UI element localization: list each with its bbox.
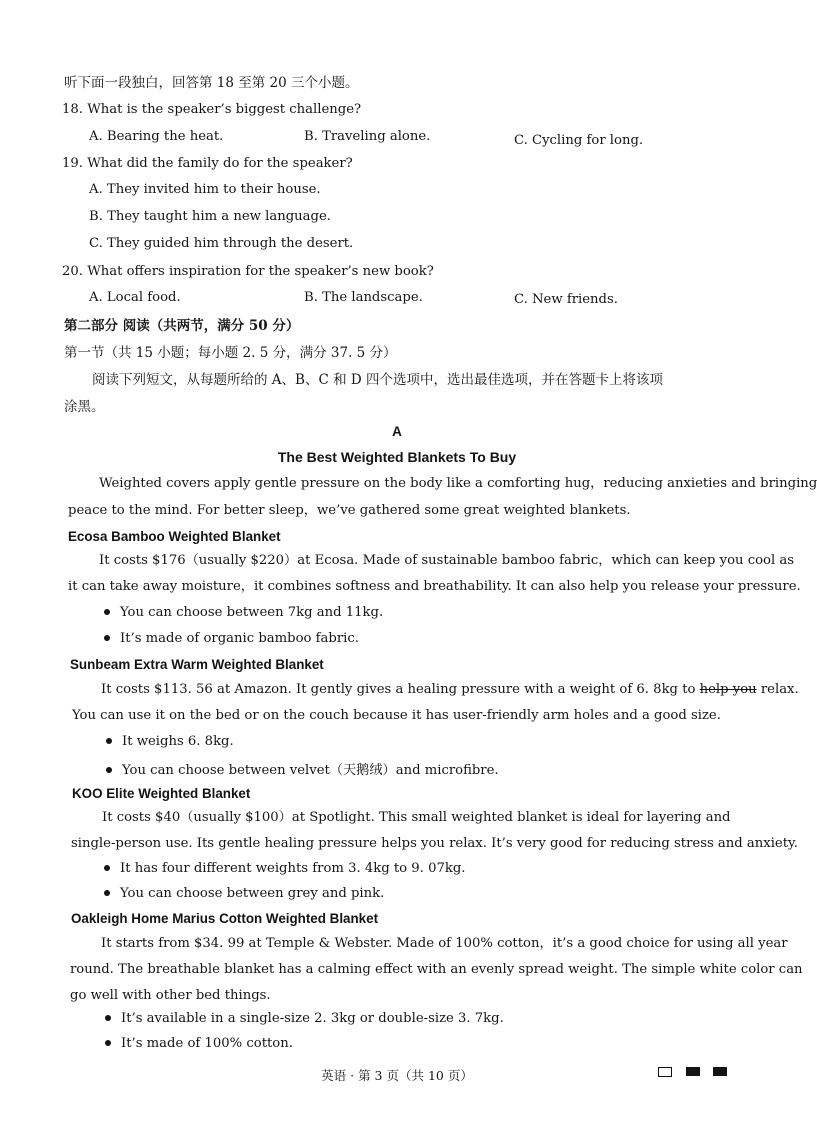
question-18-option-c: C. Cycling for long.: [514, 133, 644, 148]
product-sunbeam-line-1: It costs $113. 56 at Amazon. It gently gives a healing pressure with a weight of 6. 8kg to help you relax.: [101, 682, 799, 697]
bullet-dot: [105, 1040, 111, 1046]
product-ecosa-bullet-1: You can choose between 7kg and 11kg.: [104, 605, 383, 620]
question-text: What is the speaker’s biggest challenge?: [87, 102, 362, 117]
bullet-dot: [105, 1015, 111, 1021]
product-koo-line-2: single-person use. Its gentle healing pressure helps you relax. It’s very good for reducing stress and anxiety.: [71, 836, 798, 851]
strikethrough-text: help you: [699, 682, 757, 697]
question-20-stem: [62, 263, 434, 281]
product-koo-bullet-2: You can choose between grey and pink.: [104, 886, 384, 901]
section1-title: 第一节（共 15 小题；每小题 2. 5 分，满分 37. 5 分）: [64, 345, 397, 361]
product-name-ecosa: Ecosa Bamboo Weighted Blanket: [68, 529, 281, 544]
product-oakleigh-line-3: go well with other bed things.: [70, 988, 271, 1003]
question-number: 19.: [62, 156, 83, 171]
question-19-option-a: A. They invited him to their house.: [89, 182, 321, 197]
product-ecosa-line-2: it can take away moisture，it combines softness and breathability. It can also help you release your pressure.: [68, 579, 801, 594]
question-number: 20.: [62, 264, 83, 279]
product-oakleigh-line-2: round. The breathable blanket has a calming effect with an evenly spread weight. The simple white color can: [70, 962, 803, 977]
question-19-option-b: B. They taught him a new language.: [89, 209, 331, 224]
question-18-option-a: A. Bearing the heat.: [89, 129, 224, 144]
product-name-oakleigh: Oakleigh Home Marius Cotton Weighted Blanket: [71, 911, 379, 926]
instruction-line-1: 阅读下列短文，从每题所给的 A、B、C 和 D 四个选项中，选出最佳选项，并在答题卡上将该项: [92, 372, 663, 388]
product-sunbeam-line-2: You can use it on the bed or on the couch because it has user-friendly arm holes and a good size.: [72, 708, 721, 723]
question-18-option-b: B. Traveling alone.: [304, 129, 431, 144]
bullet-dot: [104, 635, 110, 641]
question-20-option-c: C. New friends.: [514, 292, 618, 307]
question-20-option-a: A. Local food.: [89, 290, 181, 305]
product-sunbeam-bullet-2: You can choose between velvet（天鹅绒）and microfibre.: [106, 759, 499, 778]
product-koo-bullet-1: It has four different weights from 3. 4kg to 9. 07kg.: [104, 861, 465, 876]
bullet-dot: [106, 738, 112, 744]
passage-letter: A: [392, 424, 402, 439]
footer-marker-solid: [686, 1067, 700, 1076]
product-name-sunbeam: Sunbeam Extra Warm Weighted Blanket: [70, 657, 324, 672]
question-20-option-b: B. The landscape.: [304, 290, 423, 305]
question-text: What did the family do for the speaker?: [87, 156, 353, 171]
product-oakleigh-bullet-1: It’s available in a single-size 2. 3kg or double-size 3. 7kg.: [105, 1011, 504, 1026]
question-19-stem: [62, 155, 353, 173]
bullet-dot: [104, 865, 110, 871]
product-ecosa-line-1: It costs $176（usually $220）at Ecosa. Made of sustainable bamboo fabric，which can keep you cool as: [99, 553, 795, 568]
footer-marker-outline: [658, 1067, 672, 1077]
bullet-dot: [104, 609, 110, 615]
page-footer: 英语 · 第 3 页（共 10 页）: [321, 1068, 473, 1083]
product-ecosa-bullet-2: It’s made of organic bamboo fabric.: [104, 631, 359, 646]
product-sunbeam-bullet-1: It weighs 6. 8kg.: [106, 734, 234, 749]
product-oakleigh-line-1: It starts from $34. 99 at Temple & Webster. Made of 100% cotton，it’s a good choice for using all year: [101, 936, 788, 951]
question-18-stem: [62, 101, 361, 119]
question-number: 18.: [62, 102, 83, 117]
part2-title: 第二部分 阅读（共两节，满分 50 分）: [64, 318, 300, 334]
listening-intro: 听下面一段独白，回答第 18 至第 20 三个小题。: [64, 75, 359, 91]
product-name-koo: KOO Elite Weighted Blanket: [72, 786, 251, 801]
bullet-dot: [104, 890, 110, 896]
instruction-line-2: 涂黑。: [64, 399, 105, 415]
question-19-option-c: C. They guided him through the desert.: [89, 236, 354, 251]
question-text: What offers inspiration for the speaker’s new book?: [87, 264, 434, 279]
footer-marker-solid-2: [713, 1067, 727, 1076]
product-oakleigh-bullet-2: It’s made of 100% cotton.: [105, 1036, 293, 1051]
passage-title: The Best Weighted Blankets To Buy: [277, 449, 517, 465]
passage-intro-line-1: Weighted covers apply gentle pressure on the body like a comforting hug，reducing anxieties and bringing: [99, 476, 817, 491]
passage-intro-line-2: peace to the mind. For better sleep，we’ve gathered some great weighted blankets.: [68, 503, 631, 518]
bullet-dot: [106, 767, 112, 773]
product-koo-line-1: It costs $40（usually $100）at Spotlight. This small weighted blanket is ideal for layering and: [102, 810, 731, 825]
